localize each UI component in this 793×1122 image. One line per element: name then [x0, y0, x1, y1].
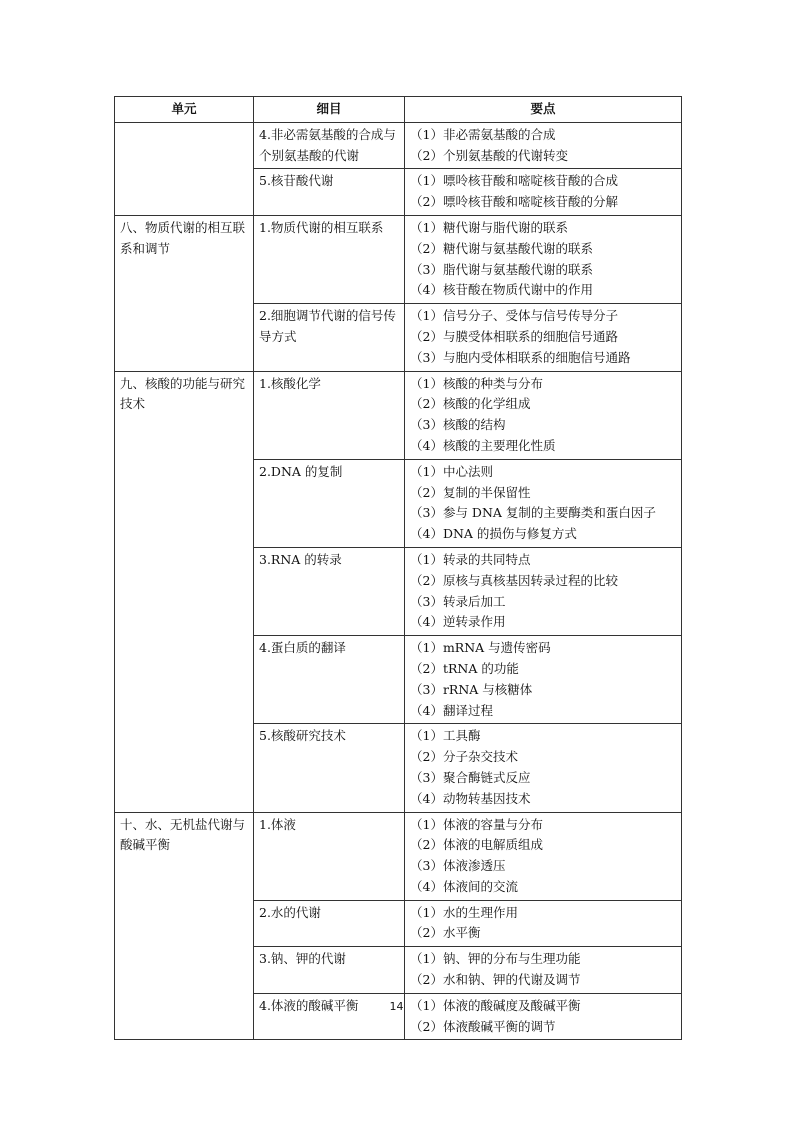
- point-item: （1）工具酶: [410, 728, 481, 744]
- item-label: 2.水的代谢: [259, 904, 321, 920]
- point-item: （1）中心法则: [410, 463, 493, 479]
- item-label: 4.体液的酸碱平衡: [259, 997, 359, 1013]
- item-cell: [254, 304, 405, 371]
- unit-label: 十、水、无机盐代谢与酸碱平衡: [120, 816, 246, 853]
- point-item: （3）聚合酶链式反应: [410, 769, 531, 785]
- point-item: （2）复制的半保留性: [410, 484, 531, 500]
- item-cell: [254, 812, 405, 900]
- points-cell: [405, 947, 682, 994]
- item-label: 3.钠、钾的代谢: [259, 951, 346, 967]
- item-label: 2.DNA 的复制: [259, 463, 343, 479]
- unit-cell: [115, 371, 254, 812]
- item-cell: [254, 371, 405, 459]
- point-item: （1）转录的共同特点: [410, 551, 531, 567]
- point-item: （4）体液间的交流: [410, 878, 518, 894]
- header-points: 要点: [405, 97, 682, 123]
- point-item: （2）体液酸碱平衡的调节: [410, 1018, 556, 1034]
- point-item: （2）核酸的化学组成: [410, 396, 531, 412]
- points-cell: [405, 215, 682, 303]
- item-cell: [254, 459, 405, 547]
- item-label: 4.非必需氨基酸的合成与个别氨基酸的代谢: [259, 126, 396, 163]
- point-item: （2）体液的电解质组成: [410, 837, 543, 853]
- item-cell: [254, 900, 405, 947]
- point-item: （4）DNA 的损伤与修复方式: [410, 526, 577, 542]
- point-item: （1）嘌呤核苷酸和嘧啶核苷酸的合成: [410, 173, 618, 189]
- point-item: （1）非必需氨基酸的合成: [410, 126, 556, 142]
- item-cell: [254, 547, 405, 635]
- item-cell: [254, 636, 405, 724]
- point-item: （2）水平衡: [410, 925, 481, 941]
- item-cell: [254, 122, 405, 169]
- points-cell: [405, 371, 682, 459]
- item-label: 5.核酸研究技术: [259, 728, 346, 744]
- item-label: 1.核酸化学: [259, 375, 321, 391]
- item-cell: [254, 215, 405, 303]
- points-cell: [405, 724, 682, 812]
- table-row: [115, 215, 682, 303]
- point-item: （2）糖代谢与氨基酸代谢的联系: [410, 240, 593, 256]
- page-number: 14: [389, 1000, 404, 1013]
- item-cell: [254, 724, 405, 812]
- point-item: （2）分子杂交技术: [410, 749, 518, 765]
- points-cell: [405, 122, 682, 169]
- point-item: （4）动物转基因技术: [410, 790, 531, 806]
- unit-label: 八、物质代谢的相互联系和调节: [120, 219, 246, 256]
- points-cell: [405, 547, 682, 635]
- point-item: （3）核酸的结构: [410, 417, 506, 433]
- point-item: （3）体液渗透压: [410, 858, 506, 874]
- item-label: 1.体液: [259, 816, 296, 832]
- point-item: （4）逆转录作用: [410, 614, 506, 630]
- point-item: （1）核酸的种类与分布: [410, 375, 543, 391]
- unit-cell: [115, 122, 254, 215]
- point-item: （1）体液的容量与分布: [410, 816, 543, 832]
- point-item: （4）核酸的主要理化性质: [410, 437, 556, 453]
- item-label: 1.物质代谢的相互联系: [259, 219, 384, 235]
- point-item: （2）个别氨基酸的代谢转变: [410, 147, 568, 163]
- points-cell: [405, 459, 682, 547]
- header-item: 细目: [254, 97, 405, 123]
- unit-label: 九、核酸的功能与研究技术: [120, 375, 246, 412]
- point-item: （2）水和钠、钾的代谢及调节: [410, 972, 581, 988]
- point-item: （3）参与 DNA 复制的主要酶类和蛋白因子: [410, 505, 656, 521]
- point-item: （2）与膜受体相联系的细胞信号通路: [410, 328, 618, 344]
- table-row: [115, 812, 682, 900]
- points-cell: [405, 636, 682, 724]
- header-unit: 单元: [115, 97, 254, 123]
- point-item: （3）转录后加工: [410, 593, 506, 609]
- item-cell: [254, 169, 405, 216]
- point-item: （1）信号分子、受体与信号传导分子: [410, 308, 618, 324]
- table-row: [115, 122, 682, 169]
- point-item: （1）水的生理作用: [410, 904, 518, 920]
- point-item: （4）翻译过程: [410, 702, 493, 718]
- point-item: （2）tRNA 的功能: [410, 660, 519, 676]
- points-cell: [405, 812, 682, 900]
- table-row: [115, 371, 682, 459]
- point-item: （3）rRNA 与核糖体: [410, 681, 533, 697]
- item-cell: [254, 947, 405, 994]
- table-body: [115, 122, 682, 1040]
- point-item: （1）体液的酸碱度及酸碱平衡: [410, 997, 581, 1013]
- point-item: （4）核苷酸在物质代谢中的作用: [410, 282, 593, 298]
- points-cell: [405, 169, 682, 216]
- item-label: 5.核苷酸代谢: [259, 173, 334, 189]
- point-item: （3）脂代谢与氨基酸代谢的联系: [410, 261, 593, 277]
- item-label: 3.RNA 的转录: [259, 551, 342, 567]
- point-item: （1）mRNA 与遗传密码: [410, 640, 551, 656]
- points-cell: [405, 900, 682, 947]
- point-item: （2）原核与真核基因转录过程的比较: [410, 572, 618, 588]
- point-item: （1）钠、钾的分布与生理功能: [410, 951, 581, 967]
- point-item: （2）嘌呤核苷酸和嘧啶核苷酸的分解: [410, 194, 618, 210]
- syllabus-table: [114, 96, 682, 1040]
- item-label: 4.蛋白质的翻译: [259, 640, 346, 656]
- table-header-row: [115, 97, 682, 123]
- unit-cell: [115, 215, 254, 371]
- point-item: （1）糖代谢与脂代谢的联系: [410, 219, 568, 235]
- point-item: （3）与胞内受体相联系的细胞信号通路: [410, 349, 631, 365]
- points-cell: [405, 304, 682, 371]
- item-label: 2.细胞调节代谢的信号传导方式: [259, 308, 396, 344]
